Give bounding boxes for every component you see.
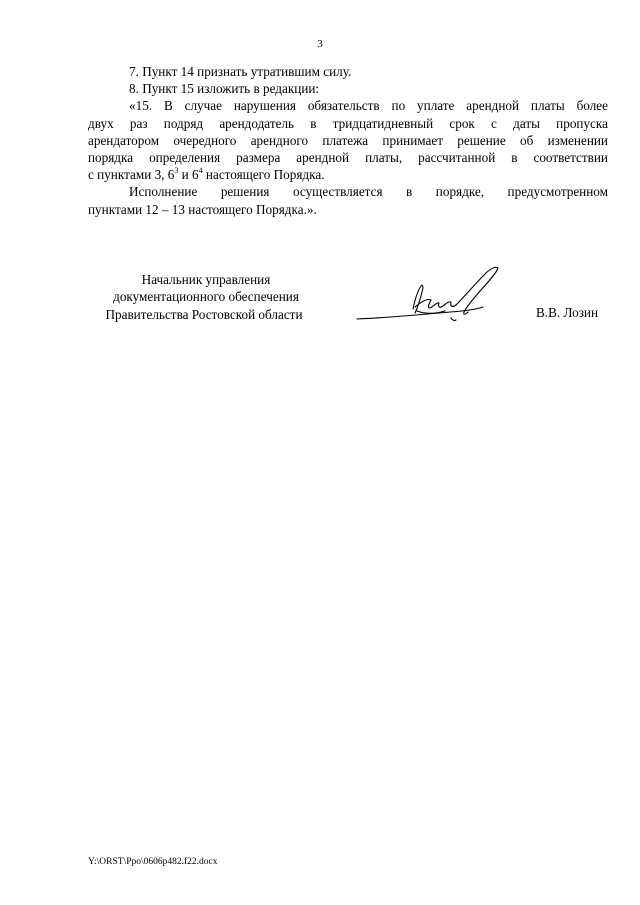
title-line-3: Правительства Ростовской области xyxy=(105,306,303,322)
title-line-2: документационного обеспечения xyxy=(113,289,299,305)
superscript-3: 3 xyxy=(174,165,179,175)
quote-line-5-pre: с пунктами 3, 6 xyxy=(88,167,175,183)
page-number: 3 xyxy=(317,38,323,50)
quote-line-4: порядка определения размера арендной платы, рассчитанной в соответствии xyxy=(88,150,608,166)
signatory-title xyxy=(86,271,326,323)
document-body xyxy=(88,63,608,218)
exec-line-2: пунктами 12 – 13 настоящего Порядка.». xyxy=(88,201,317,217)
quote-line-1: «15. В случае нарушения обязательств по уплате арендной платы более xyxy=(129,98,608,114)
quote-line-5 xyxy=(88,166,608,183)
handwritten-signature xyxy=(355,262,505,332)
exec-line-1: Исполнение решения осуществляется в порядке, предусмотренном xyxy=(129,184,608,200)
superscript-4: 4 xyxy=(198,165,203,175)
quote-line-5-mid: и 6 xyxy=(178,167,199,183)
title-line-1: Начальник управления xyxy=(141,272,271,287)
quote-line-5-post: настоящего Порядка. xyxy=(202,167,325,183)
file-path-footer: Y:\ORST\Ppo\0606p482.f22.docx xyxy=(88,857,218,867)
quote-line-2: двух раз подряд арендодатель в тридцатидневный срок с даты пропуска xyxy=(88,115,608,131)
item-7: 7. Пункт 14 признать утратившим силу. xyxy=(129,64,352,79)
signer-name: В.В. Лозин xyxy=(536,305,599,320)
quote-line-3: арендатором очередного арендного платежа принимает решение об изменении xyxy=(88,132,608,148)
item-8: 8. Пункт 15 изложить в редакции: xyxy=(129,81,320,97)
